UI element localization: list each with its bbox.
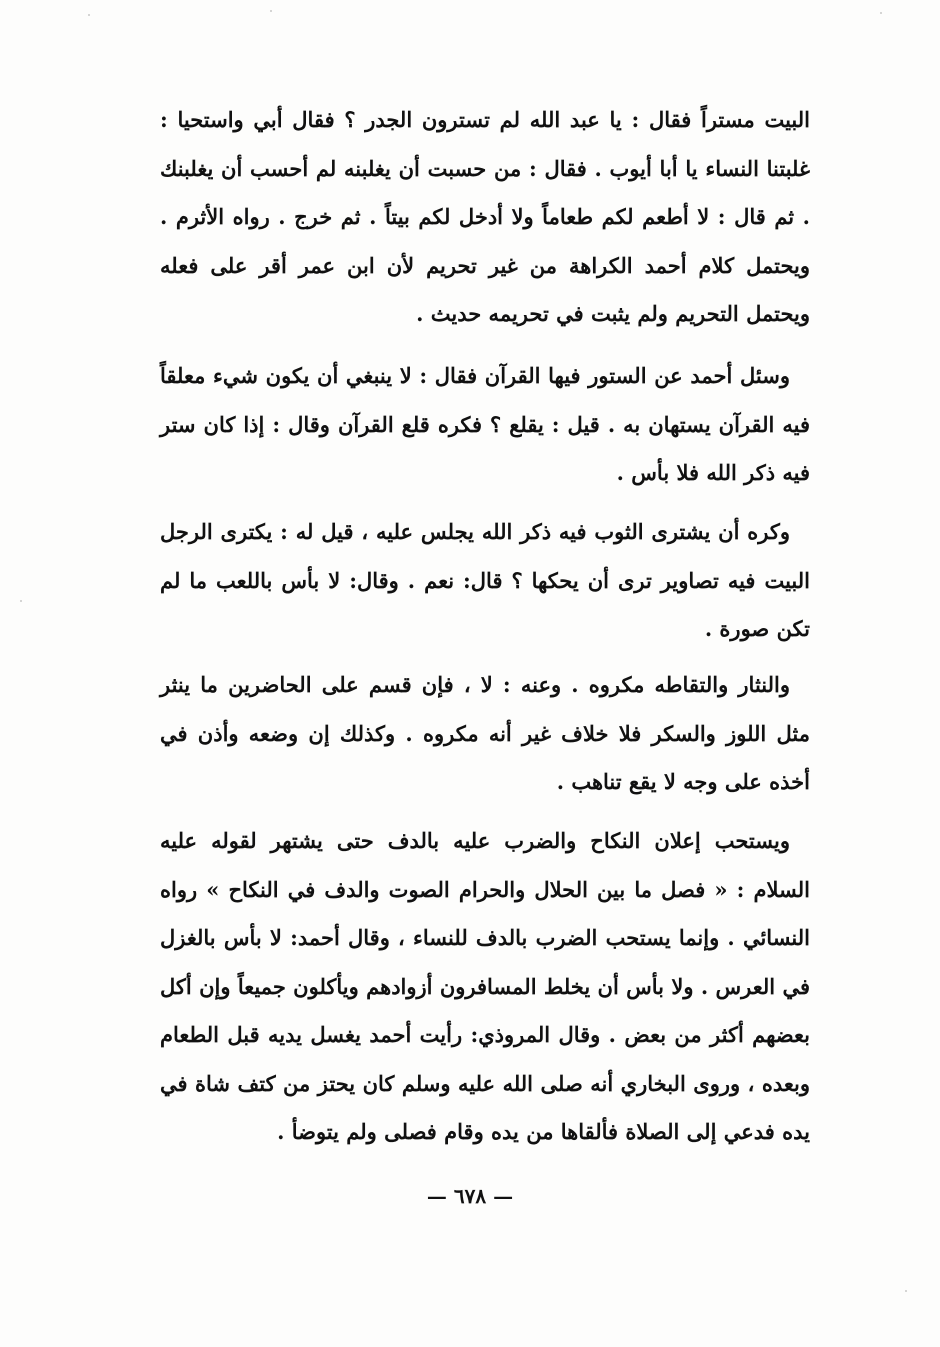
- scan-speck: [270, 10, 272, 12]
- scan-speck: [905, 1290, 907, 1292]
- paragraph: [160, 661, 810, 807]
- paragraph: [160, 352, 810, 498]
- scan-speck: [88, 14, 90, 16]
- paragraph: [160, 96, 810, 339]
- paragraph: [160, 817, 810, 1157]
- paragraph-text: وكره أن يشترى الثوب فيه ذكر الله يجلس عليه ، قيل له : يكترى الرجل البيت فيه تصاوير ترى أن يحكها ؟ قال: نعم . وقال: لا بأس باللعب ما لم تكن صورة .: [160, 519, 810, 641]
- paragraph-text: والنثار والتقاطه مكروه . وعنه : لا ، فإن قسم على الحاضرين ما ينثر مثل اللوز والسكر فلا خلاف غير أنه مكروه . وكذلك إن وضعه وأذن في أخذه على وجه لا يقع تناهب .: [160, 672, 810, 794]
- paragraph-text: ويستحب إعلان النكاح والضرب عليه بالدف حتى يشتهر لقوله عليه السلام : « فصل ما بين الحلال والحرام الصوت والدف في النكاح » رواه النسائي . وإنما يستحب الضرب بالدف للنساء ، وقال أحمد: لا بأس بالغزل في العرس . ولا بأس أن يخلط المسافرون أزوادهم ويأكلون جميعاً وإن أكل بعضهم أكثر من بعض . وقال المروذي: رأيت أحمد يغسل يديه قبل الطعام وبعده ، وروى البخاري أنه صلى الله عليه وسلم كان يحتز من كتف شاة في يده فدعي إلى الصلاة فألقاها من يده وقام فصلى ولم يتوضأ .: [160, 828, 810, 1144]
- paragraph: [160, 508, 810, 654]
- scan-speck: [20, 600, 22, 602]
- scan-speck: [880, 12, 882, 14]
- paragraph-text: وسئل أحمد عن الستور فيها القرآن فقال : لا ينبغي أن يكون شيء معلقاً فيه القرآن يستهان به . قيل : يقلع ؟ فكره قلع القرآن وقال : إذا كان ستر فيه ذكر الله فلا بأس .: [160, 363, 810, 485]
- paragraph-text: البيت مستراً فقال : يا عبد الله لم تسترون الجدر ؟ فقال أبي واستحيا : غلبتنا النساء يا أبا أيوب . فقال : من حسبت أن يغلبنه لم أحسب أن يغلبنك . ثم قال : لا أطعم لكم طعاماً ولا أدخل لكم بيتاً . ثم خرج . رواه الأثرم . ويحتمل كلام أحمد الكراهة من غير تحريم لأن ابن عمر أقر على فعله ويحتمل التحريم ولم يثبت في تحريمه حديث .: [160, 107, 810, 326]
- page-number: — ٦٧٨ —: [426, 1184, 514, 1208]
